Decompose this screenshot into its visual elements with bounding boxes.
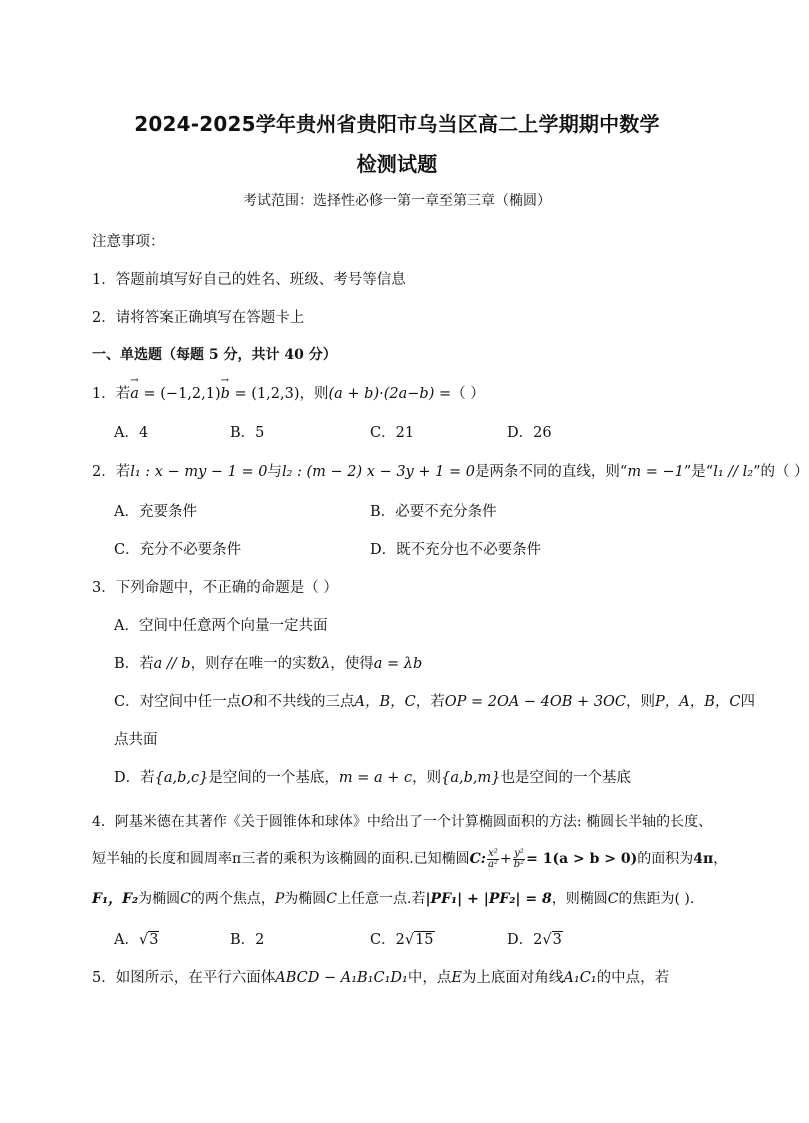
notes-item-2: 2．请将答案正确填写在答题卡上 (92, 310, 305, 326)
vector-equation: OP = 2OA − 4OB + 3OC (444, 694, 627, 710)
fraction-y2-b2: $\frac{\text{y²}}{\text{b²}}$ (513, 847, 525, 870)
q2-option-c: C．充分不必要条件 (114, 542, 242, 558)
q3-option-c: C．对空间中任一点O和不共线的三点A，B，C，若OP = 2OA − 4OB + 3OC，则P，A，B，C四 (114, 694, 756, 710)
section-heading-single-choice: 一、单选题（每题 5 分，共计 40 分） (92, 347, 337, 363)
q3-option-a: A．空间中任意两个向量一定共面 (114, 618, 328, 634)
q3-option-d: D．若{a,b,c}是空间的一个基底，m = a + c，则{a,b,m}也是空间的一个基底 (114, 770, 631, 786)
q1-option-c: C．21 (370, 425, 415, 441)
q1-expression: (a + b)·(2a−b) = (328, 386, 452, 402)
question-5-stem: 5．如图所示，在平行六面体ABCD − A₁B₁C₁D₁中，点E为上底面对角线A₁C₁的中点，若 (92, 970, 670, 986)
q1-option-b: B．5 (230, 425, 265, 441)
exam-title-line2: 检测试题 (356, 152, 438, 176)
line-l1-equation: l₁ : x − my − 1 = 0 (130, 464, 268, 480)
q3-option-b: B．若a // b，则存在唯一的实数λ，使得a = λb (114, 656, 423, 672)
vector-a-value: (−1,2,1) (160, 386, 221, 402)
q4-option-d: D．2√3 (507, 932, 562, 948)
question-2-stem: 2．若l₁ : x − my − 1 = 0与l₂ : (m − 2) x − 3y + 1 = 0是两条不同的直线，则“m = −1”是“l₁ // l₂”的（ ） (92, 464, 809, 480)
question-4-line-1: 4．阿基米德在其著作《关于圆锥体和球体》中给出了一个计算椭圆面积的方法: 椭圆长半轴的长度、 (92, 814, 713, 830)
q1-option-d: D．26 (507, 425, 552, 441)
notes-heading: 注意事项： (92, 234, 165, 250)
question-4-line-3: F₁，F₂为椭圆C的两个焦点，P为椭圆C上任意一点.若|PF₁| + |PF₂| = 8，则椭圆C的焦距为( ). (92, 891, 695, 907)
q2-option-d: D．既不充分也不必要条件 (370, 542, 542, 558)
fraction-x2-a2: $\frac{\text{x²}}{\text{a²}}$ (487, 847, 498, 870)
notes-item-1: 1．答题前填写好自己的姓名、班级、考号等信息 (92, 272, 406, 288)
vector-b-value: (1,2,3) (251, 386, 300, 402)
question-4-line-2: 短半轴的长度和圆周率π三者的乘积为该椭圆的面积.已知椭圆C: $\frac{\text{x²}}{\text{a²}}$ + $\frac{\text{y²}}{\text{b²}}$ = 1(a > b > 0)的面积为4π， (92, 847, 728, 870)
question-3-stem: 3．下列命题中，不正确的命题是（ ） (92, 580, 338, 596)
exam-scope: 考试范围：选择性必修一第一章至第三章（椭圆） (243, 193, 551, 209)
question-1-stem: 1．若→ a = (−1,2,1)→ b = (1,2,3)，则(a + b)·(2a−b) =（ ） (92, 382, 485, 403)
q4-option-b: B．2 (230, 932, 265, 948)
q4-option-a: A．√3 (114, 932, 159, 948)
q1-option-a: A．4 (114, 425, 149, 441)
exam-title-line1: 2024-2025学年贵州省贵阳市乌当区高二上学期期中数学 (134, 112, 660, 136)
q2-option-b: B．必要不充分条件 (370, 504, 497, 520)
q4-option-c: C．2√15 (370, 932, 434, 948)
line-l2-equation: l₂ : (m − 2) x − 3y + 1 = 0 (281, 464, 475, 480)
q3-option-c-continued: 点共面 (114, 732, 158, 748)
question-number: 1． (92, 386, 116, 402)
q2-option-a: A．充要条件 (114, 504, 197, 520)
